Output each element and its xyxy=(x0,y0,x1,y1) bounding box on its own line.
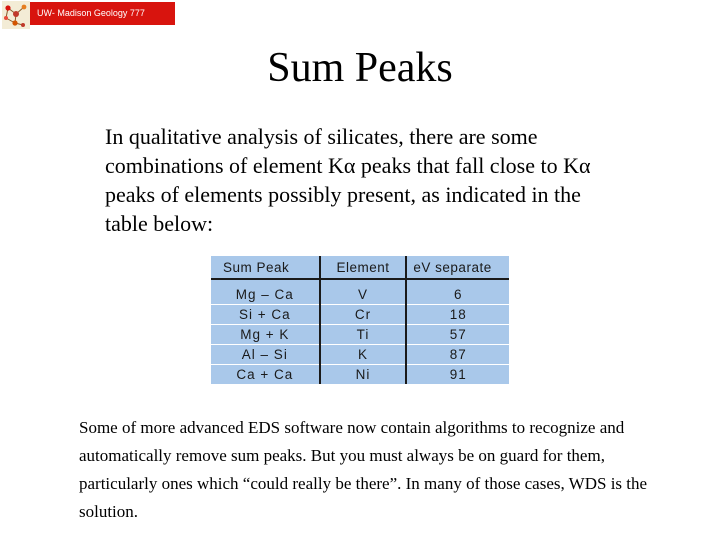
cell-ev-separate: 18 xyxy=(406,305,509,325)
cell-element: Cr xyxy=(320,305,407,325)
table-header-row xyxy=(211,256,509,279)
table-row xyxy=(211,305,509,325)
sum-peaks-table xyxy=(211,256,509,384)
cell-element: Ti xyxy=(320,325,407,345)
slide-title: Sum Peaks xyxy=(267,45,453,91)
cell-element: K xyxy=(320,345,407,365)
molecule-logo-icon xyxy=(2,1,30,29)
cell-ev-separate: 6 xyxy=(406,279,509,305)
cell-element: V xyxy=(320,279,407,305)
table-row xyxy=(211,279,509,305)
closing-paragraph: Some of more advanced EDS software now contain algorithms to recognize and automatically remove sum peaks. But you must always be on guard for them, particularly ones which “could really be there”. In many of those cases, WDS is the solution. xyxy=(79,418,648,521)
table-row xyxy=(211,325,509,345)
course-banner: UW- Madison Geology 777 xyxy=(30,2,175,25)
cell-sum-peak: Ca + Ca xyxy=(211,365,320,384)
intro-paragraph: In qualitative analysis of silicates, there are some combinations of element Kα peaks that fall close to Kα peaks of elements possibly present, as indicated in the table below: xyxy=(105,124,591,236)
cell-ev-separate: 57 xyxy=(406,325,509,345)
table-row xyxy=(211,345,509,365)
cell-ev-separate: 87 xyxy=(406,345,509,365)
header-element: Element xyxy=(320,256,407,279)
header-sum-peak: Sum Peak xyxy=(211,256,320,279)
cell-sum-peak: Mg + K xyxy=(211,325,320,345)
header-ev-separate: eV separate xyxy=(406,256,509,279)
cell-sum-peak: Si + Ca xyxy=(211,305,320,325)
cell-sum-peak: Mg – Ca xyxy=(235,286,294,302)
cell-sum-peak: Al – Si xyxy=(211,345,320,365)
cell-element: Ni xyxy=(320,365,407,384)
cell-ev-separate: 91 xyxy=(406,365,509,384)
table-row xyxy=(211,365,509,384)
